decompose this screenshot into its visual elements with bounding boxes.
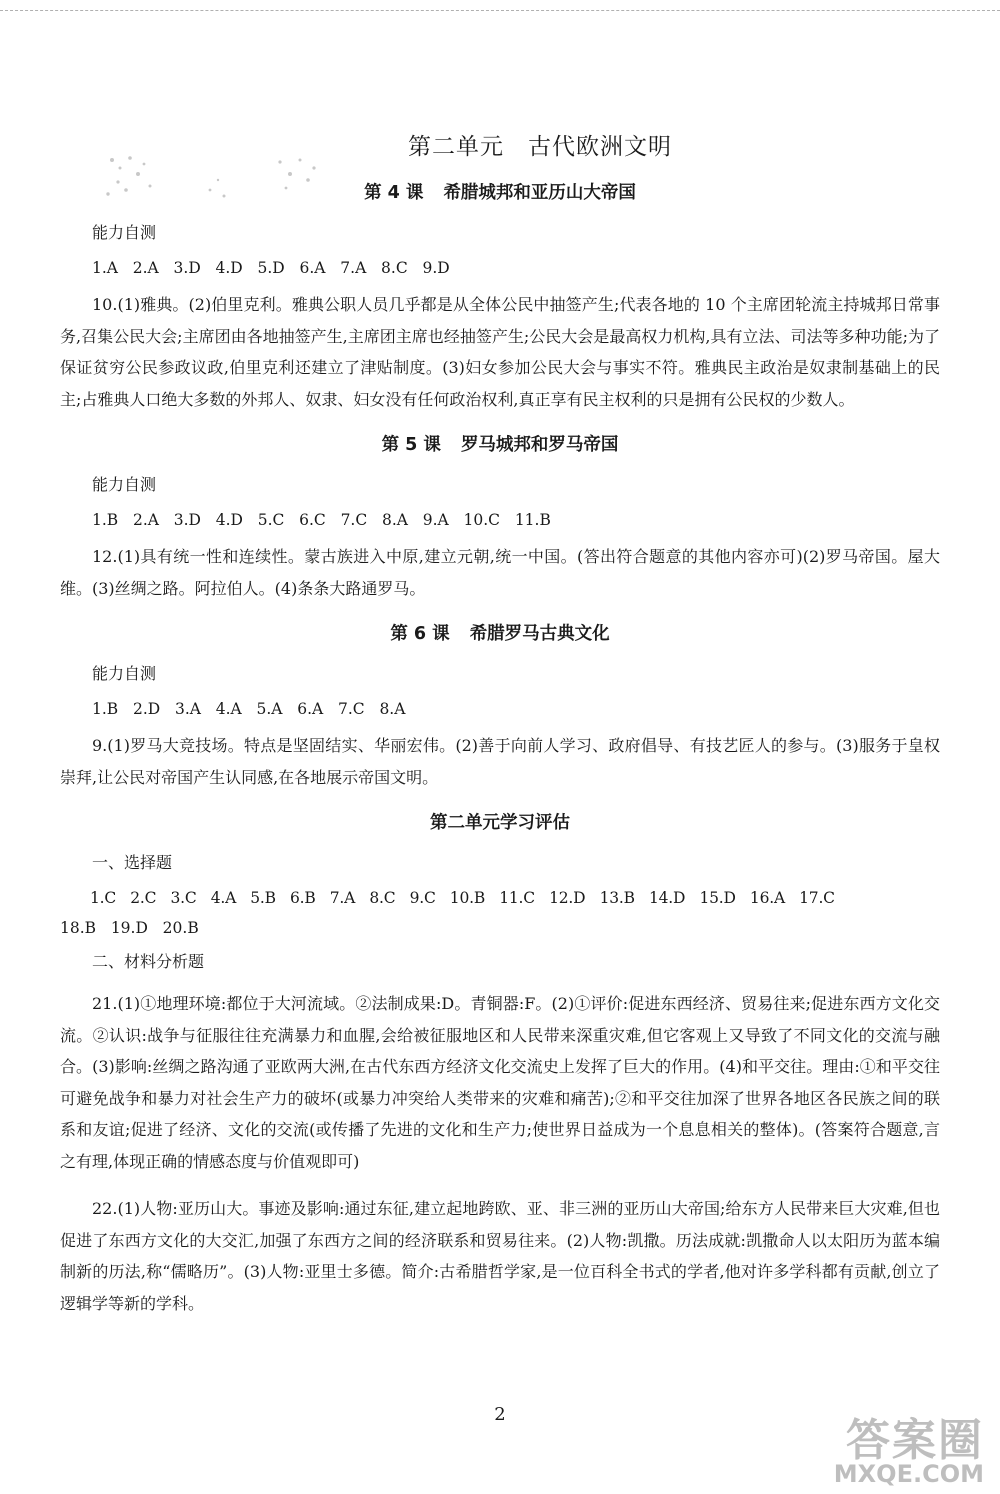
assessment-choice-answers-line-2: 18.B 19.D 20.B <box>60 919 199 937</box>
lesson-4-number: 第 4 课 <box>364 183 424 203</box>
lesson-6-number: 第 6 课 <box>390 624 450 644</box>
lesson-5-name: 罗马城邦和罗马帝国 <box>460 435 619 455</box>
assessment-question-22: 22.(1)人物:亚历山大。事迹及影响:通过东征,建立起地跨欧、亚、非三洲的亚历山大帝国;给东方人民带来巨大灾难,但也促进了东西方文化的大交汇,加强了东西方之间的经济联系和贸易往来。(2)人物:凯撒。历法成就:凯撒命人以太阳历为蓝本编制新的历法,称“儒略历”。(3)人物:亚里士多德。简介:古希腊哲学家,是一位百科全书式的学者,他对许多学科都有贡献,创立了逻辑学等新的学科。 <box>60 1199 940 1313</box>
assessment-choice-answers-line-1: 1.C 2.C 3.C 4.A 5.B 6.B 7.A 8.C 9.C 10.B 11.C 12.D 13.B 14.D 15.D 16.A 17.C <box>90 889 835 907</box>
unit-title <box>140 128 940 161</box>
assessment-part-2-label: 二、材料分析题 <box>92 952 205 971</box>
lesson-5-question-12: 12.(1)具有统一性和连续性。蒙古族进入中原,建立元朝,统一中国。(答出符合题意的其他内容亦可)(2)罗马帝国。屋大维。(3)丝绸之路。阿拉伯人。(4)条条大路通罗马。 <box>60 547 940 598</box>
lesson-6-name: 希腊罗马古典文化 <box>469 624 610 644</box>
lesson-5-section-label: 能力自测 <box>92 475 157 494</box>
lesson-4-name: 希腊城邦和亚历山大帝国 <box>443 183 636 203</box>
watermark <box>774 1404 984 1488</box>
assessment-part-1-label: 一、选择题 <box>92 853 173 872</box>
lesson-4-choice-answers: 1.A 2.A 3.D 4.D 5.D 6.A 7.A 8.C 9.D <box>92 259 450 277</box>
lesson-6-choice-answers: 1.B 2.D 3.A 4.A 5.A 6.A 7.C 8.A <box>92 700 406 718</box>
assessment-title: 第二单元学习评估 <box>430 813 570 833</box>
watermark-logo-text: 答案圈 <box>846 1415 984 1466</box>
lesson-4-section-label: 能力自测 <box>92 223 157 242</box>
lesson-4-title <box>60 179 940 204</box>
unit-number: 第二单元 <box>408 134 504 160</box>
lesson-5-title <box>60 431 940 456</box>
watermark-url: MXQE.COM <box>833 1460 984 1488</box>
page-number: 2 <box>494 1404 506 1425</box>
lesson-6-question-9: 9.(1)罗马大竞技场。特点是坚固结实、华丽宏伟。(2)善于向前人学习、政府倡导、有技艺匠人的参与。(3)服务于皇权崇拜,让公民对帝国产生认同感,在各地展示帝国文明。 <box>60 736 940 787</box>
lesson-4-question-10: 10.(1)雅典。(2)伯里克利。雅典公职人员几乎都是从全体公民中抽签产生;代表各地的 10 个主席团轮流主持城邦日常事务,召集公民大会;主席团由各地抽签产生,主席团主席也经抽签产生;公民大会是最高权力机构,具有立法、司法等多种功能;为了保证贫穷公民参政议政,伯里克利还建立了津贴制度。(3)妇女参加公民大会与事实不符。雅典民主政治是奴隶制基础上的民主;占雅典人口绝大多数的外邦人、奴隶、妇女没有任何政治权利,真正享有民主权利的只是拥有公民权的少数人。 <box>60 295 940 409</box>
lesson-5-choice-answers: 1.B 2.A 3.D 4.D 5.C 6.C 7.C 8.A 9.A 10.C 11.B <box>92 511 551 529</box>
lesson-5-number: 第 5 课 <box>381 435 441 455</box>
document-body <box>60 128 940 1335</box>
unit-name: 古代欧洲文明 <box>528 134 672 160</box>
lesson-6-title <box>60 620 940 645</box>
assessment-question-21: 21.(1)①地理环境:都位于大河流域。②法制成果:D。青铜器:F。(2)①评价:促进东西经济、贸易往来;促进东西方文化交流。②认识:战争与征服往往充满暴力和血腥,会给被征服地区和人民带来深重灾难,但它客观上又导致了不同文化的交流与融合。(3)影响:丝绸之路沟通了亚欧两大洲,在古代东西方经济文化交流史上发挥了巨大的作用。(4)和平交往。理由:①和平交往可避免战争和暴力对社会生产力的破坏(或暴力冲突给人类带来的灾难和痛苦);②和平交往加深了世界各地区各民族之间的联系和友谊;促进了经济、文化的交流(或传播了先进的文化和生产力;使世界日益成为一个息息相关的整体)。(答案符合题意,言之有理,体现正确的情感态度与价值观即可) <box>60 994 940 1171</box>
top-dashed-rule <box>0 10 1000 11</box>
lesson-6-section-label: 能力自测 <box>92 664 157 683</box>
